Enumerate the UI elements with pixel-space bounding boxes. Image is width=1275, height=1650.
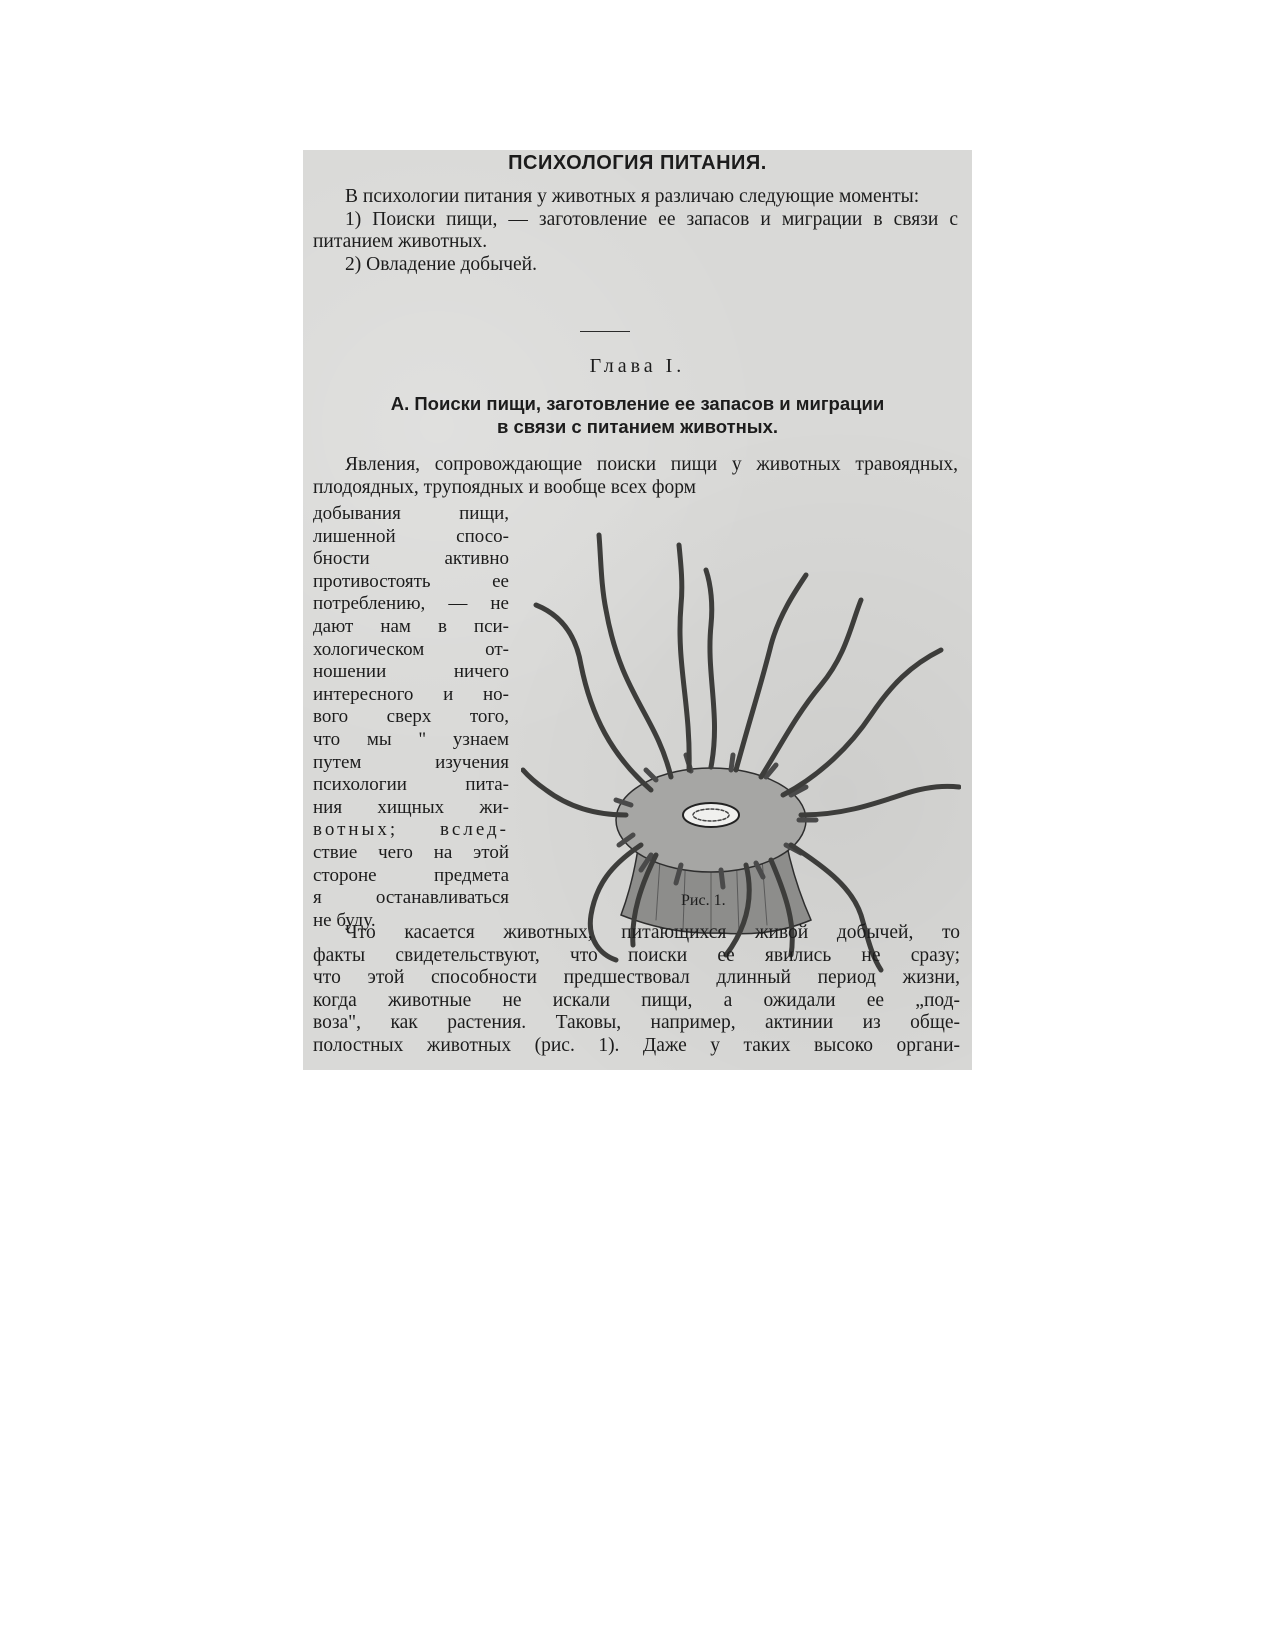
column-line: я останавливаться bbox=[313, 887, 509, 909]
column-line: бности активно bbox=[313, 548, 509, 570]
paragraph-1-full-width bbox=[313, 453, 958, 499]
intro-item-1: 1) Поиски пищи, — заготовление ее запасов и миграции в связи с питанием животных. bbox=[313, 208, 958, 252]
paragraph-2-line: полостных животных (рис. 1). Даже у таких высоко органи- bbox=[313, 1034, 960, 1056]
paragraph-2-line: воза", как растения. Таковы, например, актинии из обще- bbox=[313, 1012, 960, 1034]
paragraph-2-line: факты свидетельствуют, что поиски ее явились не сразу; bbox=[313, 944, 960, 966]
section-heading bbox=[321, 392, 954, 438]
paragraph-2-line: когда животные не искали пищи, а ожидали ее „под- bbox=[313, 989, 960, 1011]
sea-anemone-icon bbox=[523, 535, 959, 970]
paragraph-1-text: Явления, сопровождающие поиски пищи у животных травоядных, плодоядных, трупоядных и вообще всех форм bbox=[313, 454, 958, 498]
paragraph-1-column bbox=[313, 503, 509, 932]
section-divider bbox=[580, 331, 630, 332]
paragraph-2-line: что этой способности предшествовал длинный период жизни, bbox=[313, 967, 960, 989]
paragraph-2 bbox=[313, 922, 960, 1058]
column-line: ствие чего на этой bbox=[313, 841, 509, 863]
column-line: добывания пищи, bbox=[313, 503, 509, 524]
intro-block bbox=[313, 186, 958, 276]
column-line: дают нам в пси- bbox=[313, 615, 509, 637]
column-line: вотных; вслед- bbox=[313, 819, 509, 841]
column-line: путем изучения bbox=[313, 751, 509, 773]
intro-item-2: 2) Овладение добычей. bbox=[345, 253, 537, 275]
page-title: ПСИХОЛОГИЯ ПИТАНИЯ. bbox=[508, 152, 767, 174]
column-line: не буду. bbox=[313, 909, 376, 931]
paragraph-2-line: Что касается животных, питающихся живой добычей, то bbox=[345, 922, 960, 943]
column-line: интересного и но- bbox=[313, 683, 509, 705]
column-line: ния хищных жи- bbox=[313, 796, 509, 818]
intro-line: В психологии питания у животных я различаю следующие моменты: bbox=[345, 186, 920, 207]
column-line: вого сверх того, bbox=[313, 706, 509, 728]
column-line: стороне предмета bbox=[313, 864, 509, 886]
chapter-heading: Глава I. bbox=[589, 355, 686, 377]
column-line: хологическом от- bbox=[313, 638, 509, 660]
section-heading-line-2: в связи с питанием животных. bbox=[496, 416, 779, 437]
column-line: противостоять ее bbox=[313, 570, 509, 592]
column-line: ношении ничего bbox=[313, 661, 509, 683]
sea-anemone-illustration bbox=[521, 515, 961, 985]
figure-caption: Рис. 1. bbox=[681, 892, 726, 909]
column-line: психологии пита- bbox=[313, 774, 509, 796]
section-heading-line-1: А. Поиски пищи, заготовление ее запасов и миграции bbox=[390, 393, 885, 414]
column-line: лишенной спосо- bbox=[313, 525, 509, 547]
scanned-page bbox=[303, 150, 972, 1070]
column-line: потреблению, — не bbox=[313, 593, 509, 615]
column-line: что мы " узнаем bbox=[313, 728, 509, 750]
